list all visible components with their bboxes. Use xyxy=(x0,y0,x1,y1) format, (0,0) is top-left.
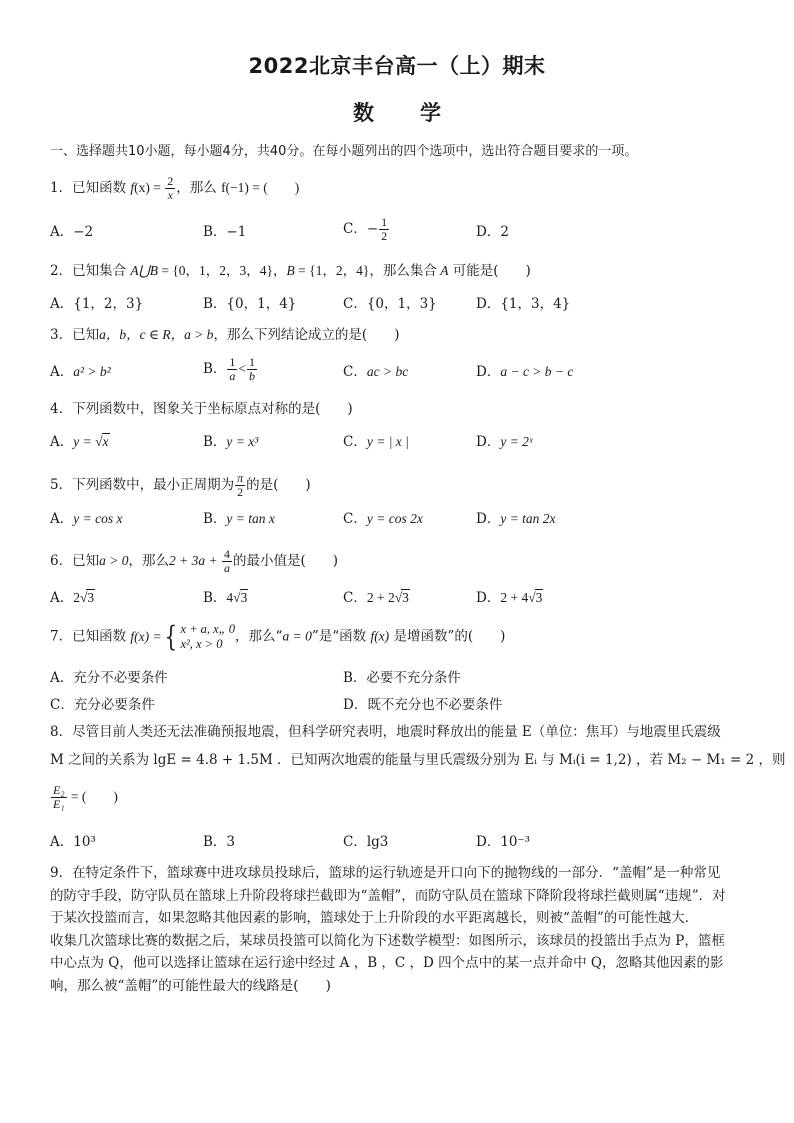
question-8-line-2: M 之间的关系为 lgE = 4.8 + 1.5M ．已知两次地震的能量与里氏震级分别为 Eᵢ 与 Mᵢ(i = 1,2) ，若 M₂ − M₁ = 2 ，则 xyxy=(50,752,786,768)
q1-option-b: B．−1 xyxy=(203,224,247,240)
q1-option-c: C．− $\frac{1}{2}$ xyxy=(343,215,388,243)
q8-option-c: C．lg3 xyxy=(343,834,389,850)
q4-option-d: D．y = 2ˣ xyxy=(476,434,533,450)
question-7: 7．已知函数 f(x) = { x + a, x„ 0 x², x > 0 ，那么“a = 0”是“函数 f(x) 是增函数”的( ) xyxy=(50,620,506,653)
q4-option-a: A．y = √x xyxy=(50,434,109,450)
question-6: 6．已知a > 0，那么2 + 3a + $\frac{4}{a}$ 的最小值是( ) xyxy=(50,547,338,575)
subject-heading xyxy=(0,97,794,127)
q6-option-c: C．2 + 2√3 xyxy=(343,590,409,606)
subject-char-1: 数 xyxy=(353,101,374,125)
q6-option-a: A．2√3 xyxy=(50,590,95,606)
q3-option-c: C．ac > bc xyxy=(343,364,409,380)
q1-option-d: D．2 xyxy=(476,224,509,240)
q8-option-a: A．10³ xyxy=(50,834,96,850)
q6-option-d: D．2 + 4√3 xyxy=(476,590,543,606)
q7-option-b: B．必要不充分条件 xyxy=(343,670,461,686)
question-8-line-1: 8．尽管目前人类还无法准确预报地震，但科学研究表明，地震时释放出的能量 E（单位：焦耳）与地震里氏震级 xyxy=(50,724,721,740)
q8-option-d: D．10⁻³ xyxy=(476,834,531,850)
q8-option-b: B．3 xyxy=(203,834,236,850)
section-instructions: 一、选择题共10小题，每小题4分，共40分。在每小题列出的四个选项中，选出符合题目要求的一项。 xyxy=(50,144,638,159)
question-9: 9．在特定条件下，篮球赛中进攻球员投球后，篮球的运行轨迹是开口向下的抛物线的一部分．“盖帽”是一种常见 的防守手段，防守队员在篮球上升阶段将球拦截即为“盖帽”，而防守队员在篮球下降阶段将球拦截则属“违规”．对 于某次投篮而言，如果忽略其他因素的影响，篮球处于上升阶段的水平距离越长，则被“盖帽”的可能性越大． 收集几次篮球比赛的数据之后，某球员投篮可以简化为下述数学模型：如图所示，该球员的投篮出手点为 P，篮框 中心点为 Q，他可以选择让篮球在运行途中经过 A ，B ，C ，D 四个点中的某一点并命中 Q，忽略其他因素的影 响，那么被“盖帽”的可能性最大的线路是( ) xyxy=(50,865,726,994)
q2-option-d: D．{1，3，4} xyxy=(476,296,571,312)
q2-option-c: C．{0，1，3} xyxy=(343,296,437,312)
fraction: $\frac{2}{x}$ xyxy=(167,174,174,202)
question-2: 2．已知集合 A⋃B = {0，1，2，3，4}，B = {1，2，4}，那么集合 A 可能是( ) xyxy=(50,263,531,279)
q3-option-d: D．a − c > b − c xyxy=(476,364,574,380)
subject-char-2: 学 xyxy=(420,101,441,125)
question-1: 1．已知函数 f(x) = $\frac{2}{x}$ ，那么 f(−1) = ( ) xyxy=(50,174,300,202)
q7-option-c: C．充分必要条件 xyxy=(50,697,155,713)
q1-option-a: A．−2 xyxy=(50,224,94,240)
q5-option-c: C．y = cos 2x xyxy=(343,511,423,527)
question-4: 4．下列函数中，图象关于坐标原点对称的是( ) xyxy=(50,401,353,417)
question-8-line-3: $\frac{\text{E₂}}{\text{E₁}}$ = ( ) xyxy=(53,783,118,811)
q3-option-a: A．a² > b² xyxy=(50,364,111,380)
question-5: 5．下列函数中，最小正周期为 $\frac{\pi}{2}$ 的是( ) xyxy=(50,471,311,499)
q5-option-b: B．y = tan x xyxy=(203,511,275,527)
q2-option-b: B．{0，1，4} xyxy=(203,296,297,312)
piecewise-function: f(x) = { x + a, x„ 0 x², x > 0 xyxy=(130,620,236,653)
q5-option-d: D．y = tan 2x xyxy=(476,511,556,527)
exam-title: 2022北京丰台高一（上）期末 xyxy=(248,54,546,78)
q6-option-b: B．4√3 xyxy=(203,590,248,606)
q5-option-a: A．y = cos x xyxy=(50,511,123,527)
question-3: 3．已知a，b，c ∈ R，a > b，那么下列结论成立的是( ) xyxy=(50,327,400,343)
q2-option-a: A．{1，2，3} xyxy=(50,296,144,312)
q4-option-b: B．y = x³ xyxy=(203,434,259,450)
q7-option-a: A．充分不必要条件 xyxy=(50,670,168,686)
q3-option-b: B． $\frac{1}{a}$ < $\frac{1}{b}$ xyxy=(203,355,256,383)
q4-option-c: C．y = | x | xyxy=(343,434,409,450)
q7-option-d: D．既不充分也不必要条件 xyxy=(343,697,503,713)
